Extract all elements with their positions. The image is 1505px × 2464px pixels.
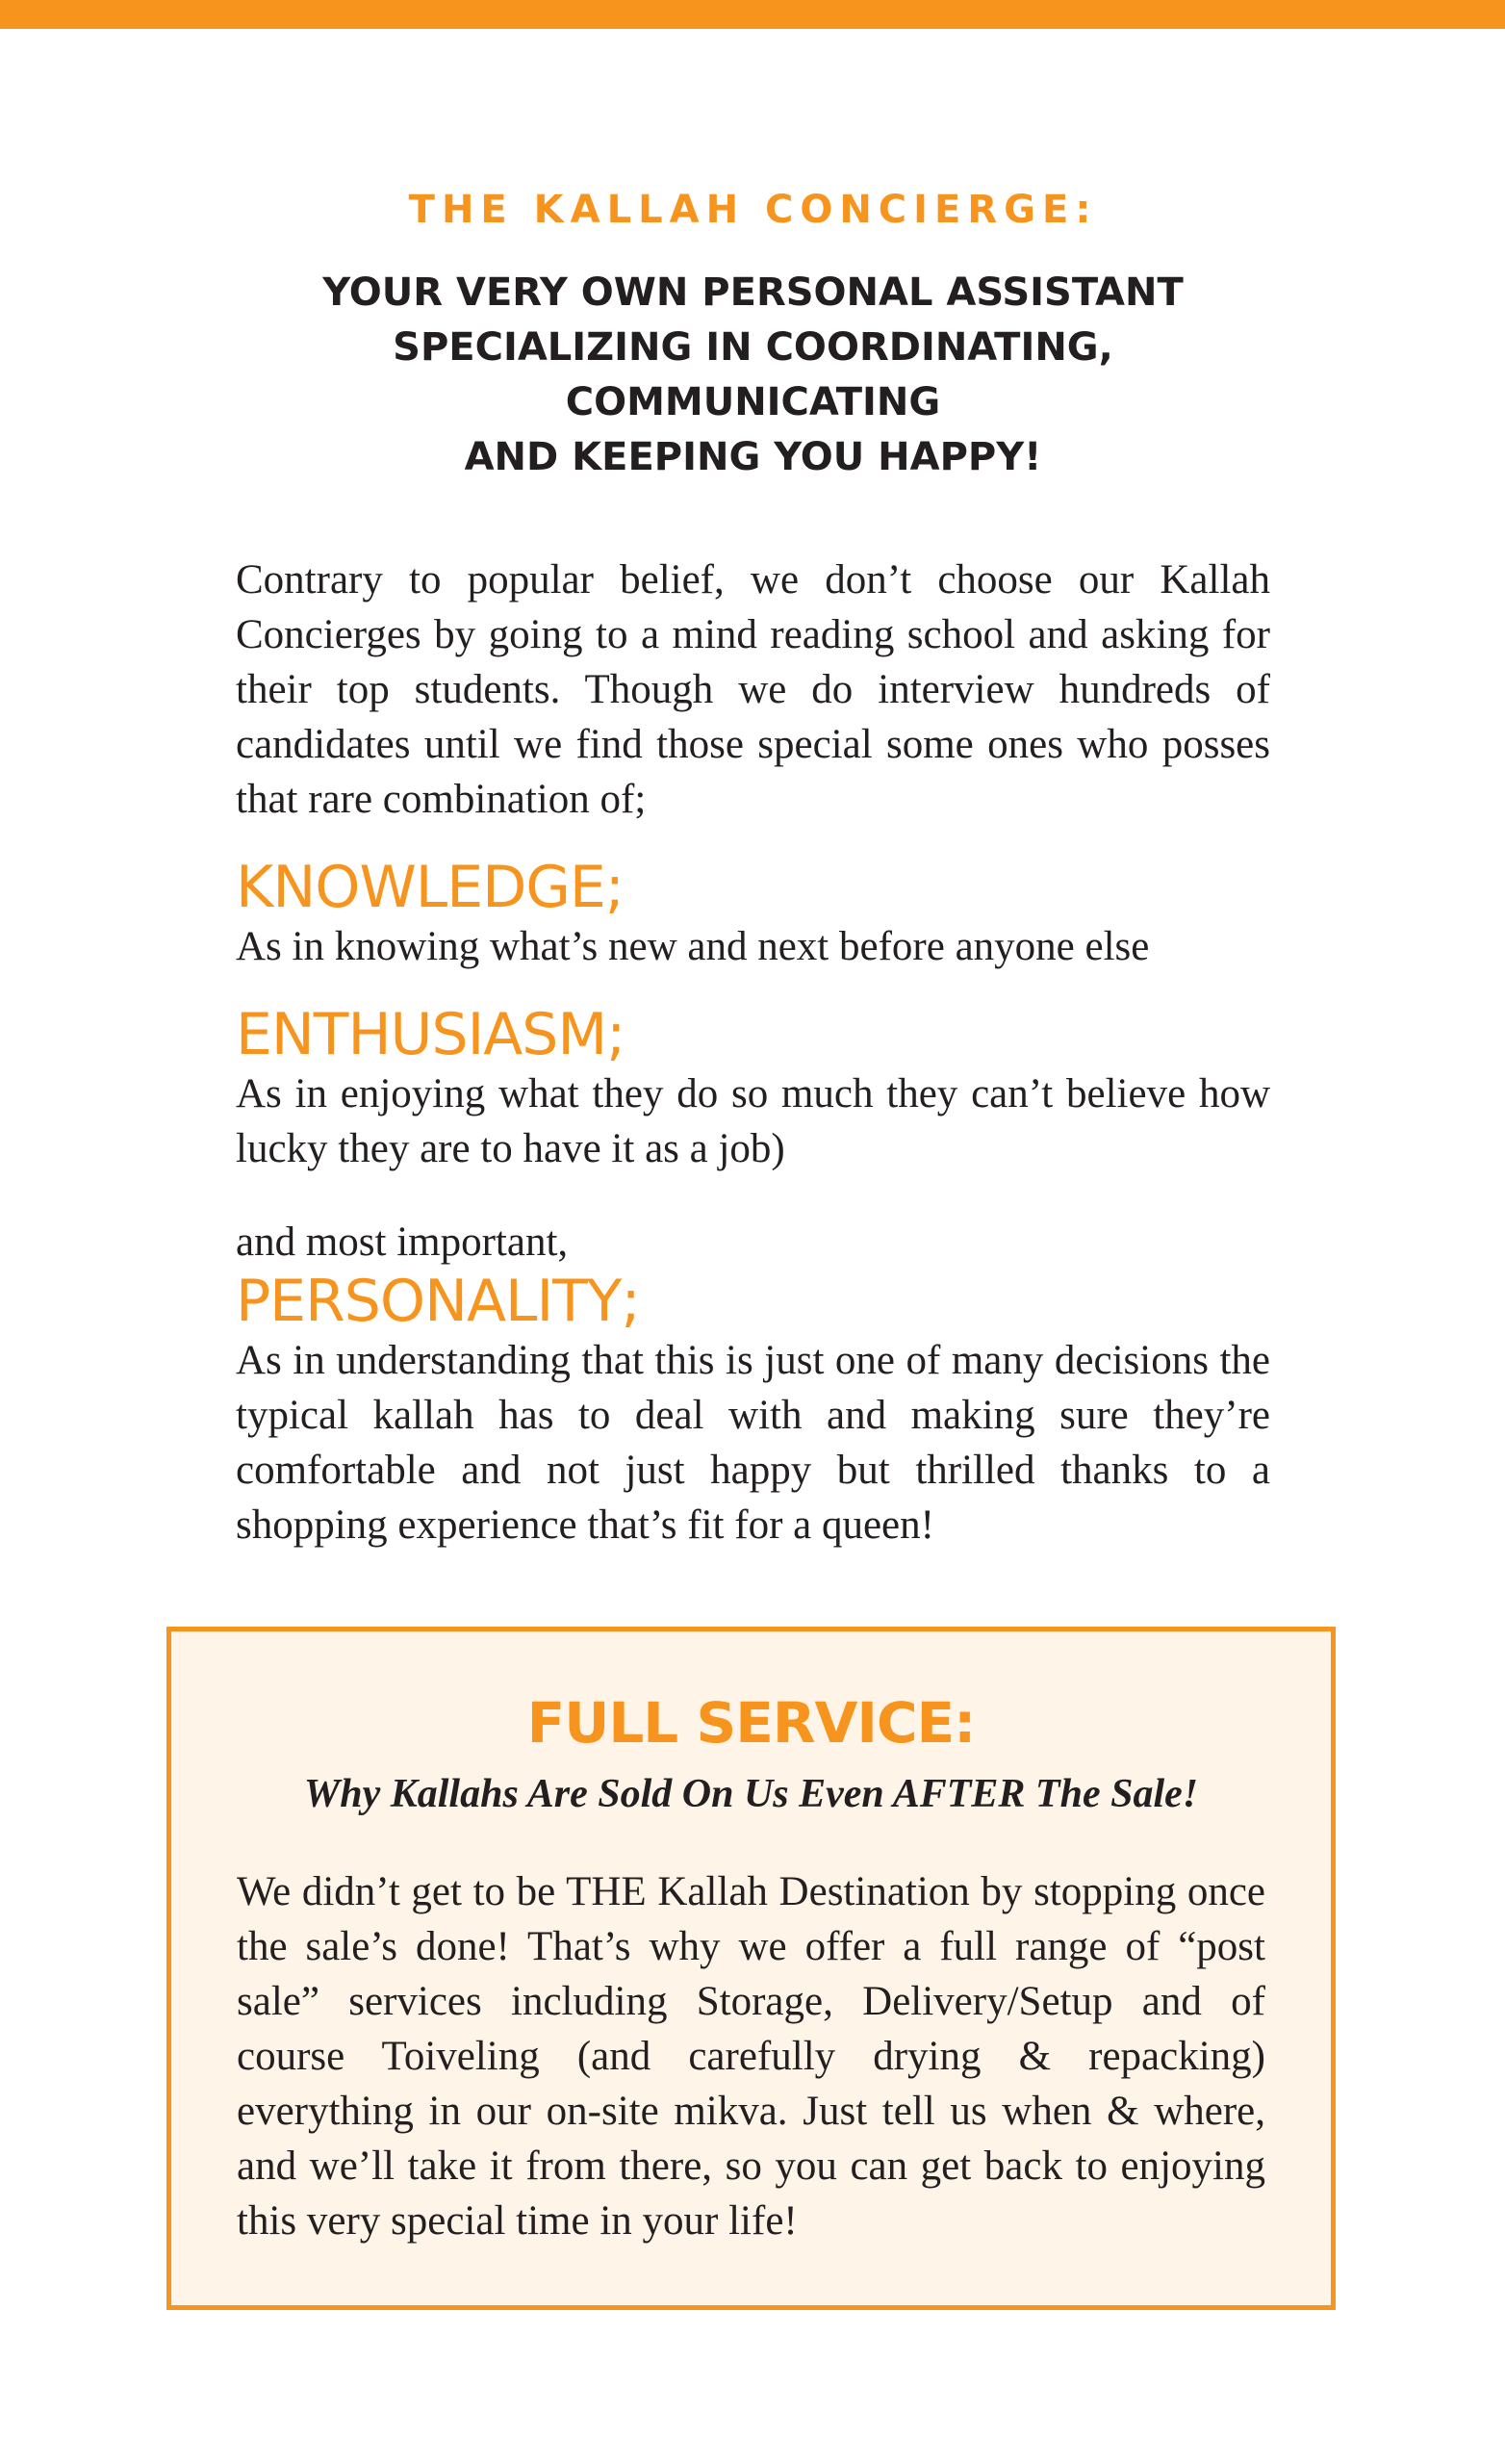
full-service-body: We didn’t get to be THE Kallah Destination by stopping once the sale’s done! That’s why we offer a full range of “post sale” services including Storage, Delivery/Setup and of course Toiveling (and carefully drying & repacking) everything in our on-site mikva. Just tell us when & where, and we’ll take it from there, so you can get back to enjoying this very special time in your life!: [237, 1869, 1265, 2244]
concierge-kicker: THE KALLAH CONCIERGE:: [408, 188, 1098, 232]
subhead-line: COMMUNICATING: [565, 380, 941, 424]
trait-heading-enthusiasm: ENTHUSIASM;: [236, 1001, 625, 1068]
trait-text-personality: As in understanding that this is just one of many decisions the typical kallah has to deal with and making sure they’re comfortable and not just happy but thrilled thanks to a shopping experience that’s fit for a queen!: [236, 1338, 1270, 1548]
lead-in-text: and most important,: [236, 1219, 569, 1265]
subhead-line: AND KEEPING YOU HAPPY!: [464, 435, 1042, 479]
trait-text-knowledge: As in knowing what’s new and next before anyone else: [236, 924, 1150, 969]
full-service-box: [166, 1627, 1336, 2310]
top-accent-bar: [0, 0, 1505, 29]
full-service-tagline: Why Kallahs Are Sold On Us Even AFTER The Sale!: [303, 1772, 1199, 1816]
full-service-title: FULL SERVICE:: [526, 1690, 976, 1756]
concierge-subhead: [236, 266, 1270, 485]
concierge-section: [236, 183, 1270, 1553]
subhead-line: YOUR VERY OWN PERSONAL ASSISTANT: [322, 270, 1184, 315]
trait-heading-personality: PERSONALITY;: [236, 1268, 640, 1335]
subhead-line: SPECIALIZING IN COORDINATING,: [393, 325, 1113, 370]
trait-text-enthusiasm: As in enjoying what they do so much they can’t believe how lucky they are to have it as a job): [236, 1071, 1270, 1171]
trait-heading-knowledge: KNOWLEDGE;: [236, 854, 624, 921]
concierge-intro: Contrary to popular belief, we don’t choose our Kallah Concierges by going to a mind reading school and asking for their top students. Though we do interview hundreds of candidates until we find those special some ones who posses that rare combination of;: [236, 557, 1270, 822]
